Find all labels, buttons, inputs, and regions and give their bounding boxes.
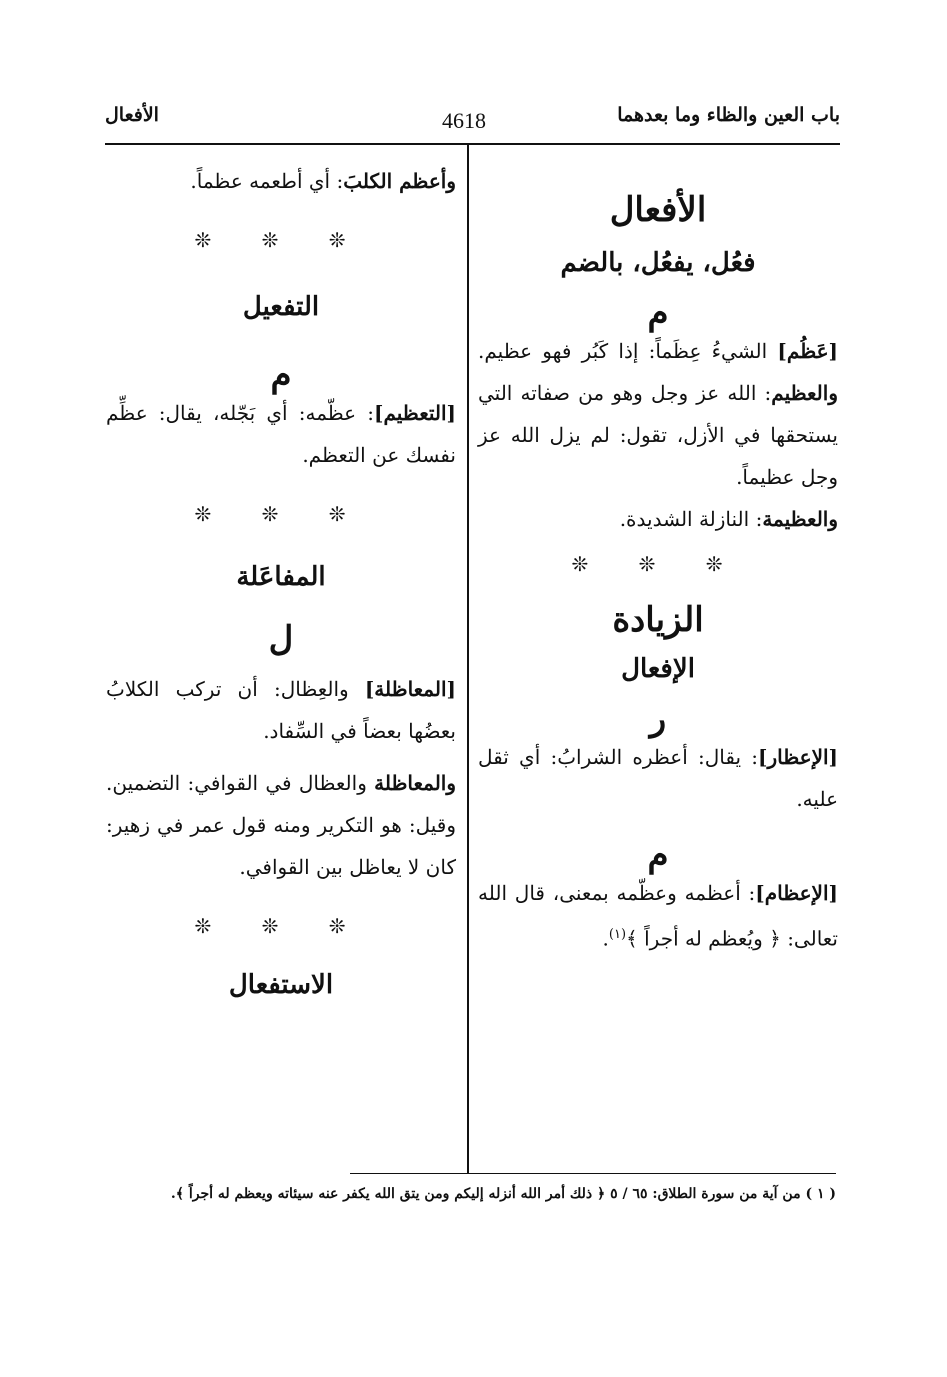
entry-text: : يقال: أعظره الشرابُ: أي ثقل عليه.	[478, 745, 838, 811]
section-separator: ❊ ❊ ❊	[194, 914, 368, 938]
right-column	[478, 160, 838, 960]
entry-text: .	[602, 926, 609, 951]
entry-azima	[478, 498, 838, 540]
entry-headword: والمعاظلة	[374, 771, 456, 795]
letter-heading: م	[270, 355, 292, 395]
section-title-tafil: التفعيل	[242, 292, 320, 322]
entry-headword: وأعظم الكلبَ	[343, 169, 456, 193]
entry-muazala	[106, 668, 456, 752]
entry-headword: [الإعظار]	[758, 745, 838, 769]
entry-headword: والعظيم	[771, 381, 838, 405]
subtitle-ifal: الإفعال	[621, 654, 695, 684]
entry-text: والعِظال: أن تركب الكلابُ بعضُها بعضاً في السِّفاد.	[106, 677, 456, 743]
section-title-mufaala: المفاعَلة	[236, 562, 326, 592]
footnote: ( ١ ) من آية من سورة الطلاق: ٦٥ / ٥ ﴿ ذلك أمر الله أنزله إليكم ومن يتق الله يكفر عنه سيئاته ويعظم له أجراً ﴾.	[170, 1186, 836, 1202]
header-chapter-title: باب العين والظاء وما بعدهما	[617, 104, 840, 126]
entry-text: : عظّمه: أي بَجّله، يقال: عظِّم نفسك عن التعظم.	[106, 401, 456, 467]
entry-aazama-kalb	[106, 160, 456, 202]
entry-headword: [عَظُم]	[777, 339, 838, 363]
entry-headword: [الإعظام]	[755, 881, 838, 905]
entry-text: والعظال في القوافي: التضمين. وقيل: هو التكرير ومنه قول عمر في زهير: كان لا يعاظل بين القوافي.	[106, 771, 456, 879]
section-title-istifal: الاستفعال	[228, 970, 334, 1000]
header-section-title: الأفعال	[105, 104, 159, 126]
entry-text: : أعظمه وعظّمه بمعنى، قال الله تعالى: ﴿ ويُعظم له أجراً ﴾	[478, 881, 838, 951]
letter-heading: ل	[268, 619, 294, 659]
left-column	[106, 160, 456, 1000]
entry-headword: والعظيمة	[762, 507, 838, 531]
entry-muazala-qawafi	[106, 762, 456, 888]
entry-headword: [المعاظلة]	[364, 677, 456, 701]
page-header	[105, 100, 840, 140]
section-title-afal: الأفعال	[609, 190, 707, 230]
letter-heading: ر	[649, 699, 667, 739]
section-separator: ❊ ❊ ❊	[571, 552, 745, 576]
footnote-ref: (١)	[608, 927, 627, 942]
letter-heading: م	[647, 293, 669, 333]
entry-text: : النازلة الشديدة.	[619, 507, 763, 531]
subtitle-conjugation: فعُل، يفعُل، بالضم	[560, 248, 756, 278]
page-number: 4618	[442, 108, 486, 133]
section-separator: ❊ ❊ ❊	[194, 228, 368, 252]
entry-headword: [التعظيم]	[373, 401, 456, 425]
entry-text: : أي أطعمه عظماً.	[190, 169, 344, 193]
entry-text: الشيءُ عِظَماً: إذا كَبُر فهو عظيم.	[478, 339, 778, 363]
letter-heading: م	[647, 835, 669, 875]
header-divider	[105, 143, 840, 145]
entry-iazar	[478, 736, 838, 820]
entry-iazam	[478, 872, 838, 960]
section-title-ziyada: الزيادة	[612, 600, 704, 640]
footnote-divider	[350, 1173, 836, 1174]
entry-azuma	[478, 330, 838, 498]
column-divider	[467, 145, 469, 1173]
entry-taazim	[106, 392, 456, 476]
entry-text: : الله عز وجل وهو من صفاته التي يستحقها في الأزل، تقول: لم يزل الله عز وجل عظيماً.	[478, 381, 838, 489]
section-separator: ❊ ❊ ❊	[194, 502, 368, 526]
